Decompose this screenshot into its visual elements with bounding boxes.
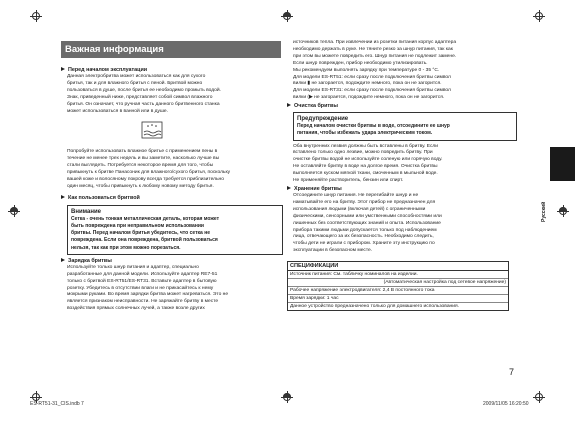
registration-mark (281, 391, 293, 403)
shower-wet-icon (141, 121, 163, 139)
wet-shave-text: Попробуйте использовать влажное бритье с применением пены в течение не менее трех недель и вы заметите, насколько лучше вы стали выглядеть. Потребуется некоторое время для того, чтобы привыкнуть к бритве Панасоник для влажного/сухого бритья, поскольку вашей коже и волосяному покрову всегда требуется приблизительно один месяц, чтобы привыкнуть к любому новому методу бритья. (67, 149, 231, 189)
specifications-title: СПЕЦИФИКАЦИИ (288, 262, 508, 271)
footer-filename: ES-RT51-31_CIS.indb 7 (30, 401, 84, 407)
cleaning-text: Оба внутренних лезвия должны быть вставлены в бритву. Если вставлено только одно лезвие, можно повредить бритву. При очистке бритвы водой не используйте соленую или горячую воду. Не оставляйте бритву в воде на долгое время. Очистка бритвы выполняется куском мягкой ткани, смоченным в мыльной воде. Не применяйте растворитель, бензин или спирт. (293, 143, 443, 184)
specifications-table (287, 261, 509, 311)
warning-text: Перед началом очистки бритвы в воде, отсоедините ее шнур питания, чтобы избежать удара электрическим током. (297, 123, 450, 137)
spec-row: Источник питания: См. табличку номиналов на изделии. (288, 271, 508, 279)
registration-mark (30, 10, 42, 22)
caution-box (67, 205, 283, 255)
warning-box (293, 112, 517, 140)
registration-mark (533, 10, 545, 22)
right-column (287, 40, 517, 311)
language-tab (550, 147, 575, 181)
left-column (61, 66, 283, 313)
before-use-text: Данная электробритва может использоваться как для сухого бритья, так и для влажного бритья с пеной. Бритвой можно пользоваться в душе, после бритья ее необходимо промыть водой. Знак, приведенный ниже, представляет собой символ влажного бритья. Он означает, что ручная часть данного бритвенного станка может использоваться в ванной или в душе. (67, 74, 221, 114)
storage-text: Отсоедините шнур питания. Не перегибайте шнур и не наматывайте его на бритву. Этот прибор не предназначен для использования людьми (включая детей) с ограниченными физическими, сенсорными или умственными способностями или лишенных без соответствующих знаний и опыта. Использование прибора такими людьми допускается только под наблюдением лица, отвечающего за их безопасность. Необходимо следить, чтобы дети не играли с прибором. Храните эту инструкцию по эксплуатации в безопасном месте. (293, 193, 442, 254)
language-label: Русский (541, 201, 547, 222)
spec-row: (Автоматическая настройка под сетевое напряжение) (288, 279, 508, 287)
heading-cleaning: Очистка бритвы (287, 103, 517, 110)
spec-row: Время зарядки: 1 час (288, 295, 508, 303)
caution-text: Сетка - очень тонкая металлическая деталь, которая может быть повреждена при неправильном использовании бритвы. Перед началом бритья убедитесь, что сетка не повреждена. Если она повреждена, бритвой пользоваться нельзя, так как при этом можно порезаться. (71, 215, 220, 251)
registration-mark (281, 10, 293, 22)
heading-charging: Зарядка бритвы (61, 258, 283, 265)
heading-storage: Хранение бритвы (287, 186, 517, 193)
warning-title: Предупреждение (297, 116, 349, 123)
registration-mark (533, 391, 545, 403)
registration-mark (8, 205, 20, 217)
page-number: 7 (509, 367, 515, 377)
charging-text-cont: источников тепла. При извлечении из розетки питания корпус адаптера необходимо держать в руке. Не тяните резко за шнур питания, так как при этом вы можете повредить его. Шнур питания не подлежит замене. Если шнур поврежден, прибор необходимо утилизировать. Мы рекомендуем выполнять зарядку при температуре 0 - 35 °C. Для модели ES-RT51: если сразу после подключения бритвы символ вилки ▮ не загорается, подождите немного, пока он не загорится. Для модели ES-RT31: если сразу после подключения бритвы символ вилки (▶ не загорается, подождите немного, пока он не загорится. (293, 40, 457, 101)
footer-timestamp: 2009/11/05 16:20:50 (483, 401, 529, 407)
caution-title: Внимание (71, 208, 101, 215)
heading-how-to-use: Как пользоваться бритвой (61, 195, 283, 202)
spec-row: Рабочее напряжение электродвигателя: 2,4 В постоянного тока (288, 287, 508, 295)
registration-mark (557, 205, 569, 217)
charging-text: Используйте только шнур питания и адаптер, специально разработанные для данной модели. Используйте адаптер RE7-51 только с бритвой ES-RT51/ES-RT31. Вставьте адаптер в бытовую розетку. Убедитесь в отсутствии влаги и не прикасайтесь к нему мокрыми руками. Во время зарядки бритва может нагреваться. Это не является признаком неисправности. Не заряжайте бритву в месте воздействия прямых солнечных лучей, а также возле других (67, 264, 229, 312)
heading-before-use: Перед началом эксплуатации (61, 67, 283, 74)
section-title: Важная информация (61, 41, 281, 58)
spec-row: Данное устройство предназначено только для домашнего использования. (290, 304, 459, 310)
